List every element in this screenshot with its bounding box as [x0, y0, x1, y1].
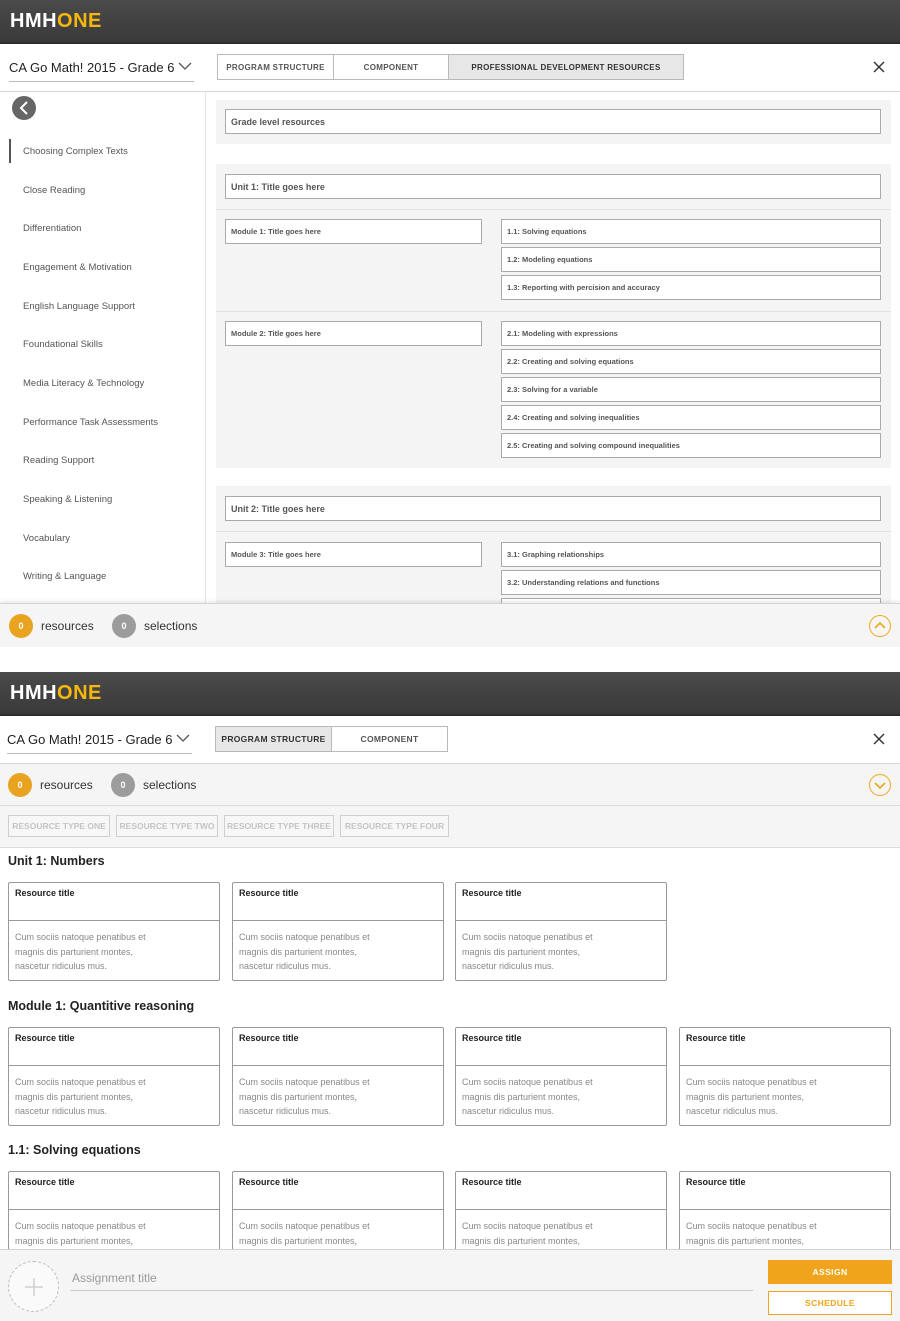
program-dropdown[interactable] — [7, 732, 192, 754]
chevron-down-icon — [874, 779, 886, 791]
resource-card[interactable] — [8, 882, 220, 981]
sidebar-item-engagement-motivation[interactable]: Engagement & Motivation — [23, 261, 132, 273]
tab-bar — [217, 54, 684, 80]
resources-count-badge: 0 — [8, 773, 32, 797]
program-dropdown-label: CA Go Math! 2015 - Grade 6 — [7, 732, 173, 747]
resource-description: Cum sociis natoque penatibus et magnis dis parturient montes, nascetur ridiculus mus. — [462, 1077, 593, 1116]
resource-list — [0, 848, 900, 1250]
screen-assignment-builder — [0, 672, 900, 1321]
resource-title: Resource title — [456, 1172, 666, 1210]
resource-description: Cum sociis natoque penatibus et magnis dis parturient montes, nascetur ridiculus mus. — [462, 932, 593, 971]
section-title-unit-1: Unit 1: Numbers — [8, 854, 105, 868]
chevron-down-icon — [178, 59, 192, 73]
resource-description: Cum sociis natoque penatibus et magnis dis parturient montes, nascetur ridiculus mus. — [239, 1077, 370, 1116]
resource-card[interactable] — [232, 1027, 444, 1126]
unit-2-title[interactable]: Unit 2: Title goes here — [225, 496, 881, 521]
selections-label: selections — [144, 619, 198, 633]
sidebar-item-writing-language[interactable]: Writing & Language — [23, 571, 107, 583]
resource-title: Resource title — [456, 1028, 666, 1066]
module-2-title[interactable]: Module 2: Title goes here — [225, 321, 482, 346]
grade-level-panel — [216, 100, 891, 144]
selections-count-badge: 0 — [112, 614, 136, 638]
section-title-module-1: Module 1: Quantitive reasoning — [8, 999, 195, 1013]
resources-counter[interactable] — [9, 614, 94, 638]
lesson-1-2[interactable]: 1.2: Modeling equations — [501, 247, 881, 272]
screen-professional-development — [0, 0, 900, 647]
tab-bar — [215, 726, 448, 752]
resource-title: Resource title — [233, 1172, 443, 1210]
expand-tray-button[interactable] — [869, 615, 891, 637]
sidebar-item-english-language-support[interactable]: English Language Support — [23, 300, 135, 312]
tab-professional-development[interactable]: PROFESSIONAL DEVELOPMENT RESOURCES — [449, 55, 683, 79]
resource-description: Cum sociis natoque penatibus et magnis dis parturient montes, — [239, 1221, 370, 1246]
lesson-3-2[interactable]: 3.2: Understanding relations and functions — [501, 570, 881, 595]
sidebar-item-media-literacy[interactable]: Media Literacy & Technology — [23, 377, 145, 389]
schedule-button[interactable]: SCHEDULE — [768, 1291, 892, 1315]
selections-count-badge: 0 — [111, 773, 135, 797]
lesson-2-5[interactable]: 2.5: Creating and solving compound inequalities — [501, 433, 881, 458]
resource-type-filters — [0, 806, 900, 848]
divider — [216, 311, 891, 312]
chevron-up-icon — [874, 620, 886, 632]
program-bar — [0, 44, 900, 92]
resource-description: Cum sociis natoque penatibus et magnis dis parturient montes, nascetur ridiculus mus. — [686, 1077, 817, 1116]
tab-program-structure[interactable]: PROGRAM STRUCTURE — [216, 727, 332, 751]
plus-icon — [24, 1277, 44, 1297]
app-header — [0, 672, 900, 716]
assignment-title-input[interactable] — [70, 1261, 753, 1291]
divider — [216, 209, 891, 210]
resources-label: resources — [41, 619, 94, 633]
resource-title: Resource title — [680, 1028, 890, 1066]
resource-card[interactable] — [232, 882, 444, 981]
program-dropdown-label: CA Go Math! 2015 - Grade 6 — [9, 60, 175, 75]
tab-component[interactable]: COMPONENT — [332, 727, 447, 751]
assign-button[interactable]: ASSIGN — [768, 1260, 892, 1284]
tab-program-structure[interactable]: PROGRAM STRUCTURE — [218, 55, 334, 79]
close-icon[interactable] — [872, 732, 886, 746]
resource-description: Cum sociis natoque penatibus et magnis dis parturient montes, nascetur ridiculus mus. — [15, 932, 146, 971]
selections-counter[interactable] — [111, 773, 196, 797]
resource-title: Resource title — [9, 1028, 219, 1066]
lesson-2-4[interactable]: 2.4: Creating and solving inequalities — [501, 405, 881, 430]
lesson-2-1[interactable]: 2.1: Modeling with expressions — [501, 321, 881, 346]
program-bar — [0, 716, 900, 764]
add-assignment-button[interactable] — [8, 1261, 59, 1312]
resources-counter[interactable] — [8, 773, 93, 797]
resource-title: Resource title — [9, 1172, 219, 1210]
lesson-2-3[interactable]: 2.3: Solving for a variable — [501, 377, 881, 402]
sidebar-item-reading-support[interactable]: Reading Support — [23, 455, 95, 467]
selections-label: selections — [143, 778, 197, 792]
lesson-1-1[interactable]: 1.1: Solving equations — [501, 219, 881, 244]
program-dropdown[interactable] — [9, 60, 194, 82]
sidebar-item-differentiation[interactable]: Differentiation — [23, 223, 82, 235]
resources-label: resources — [40, 778, 93, 792]
lesson-3-1[interactable]: 3.1: Graphing relationships — [501, 542, 881, 567]
unit-1-title[interactable]: Unit 1: Title goes here — [225, 174, 881, 199]
sidebar-item-performance-task[interactable]: Performance Task Assessments — [23, 416, 158, 428]
hmh-one-logo[interactable]: HMHONE — [10, 9, 102, 32]
resource-title: Resource title — [233, 1028, 443, 1066]
filter-resource-type-four[interactable]: RESOURCE TYPE FOUR — [340, 815, 449, 837]
resource-description: Cum sociis natoque penatibus et magnis dis parturient montes, — [15, 1221, 146, 1246]
grade-level-resources[interactable]: Grade level resources — [225, 109, 881, 134]
unit-1-panel — [216, 164, 891, 468]
collapse-tray-button[interactable] — [869, 774, 891, 796]
resource-browser — [0, 92, 900, 603]
filter-resource-type-one[interactable]: RESOURCE TYPE ONE — [8, 815, 110, 837]
module-3-title[interactable]: Module 3: Title goes here — [225, 542, 482, 567]
sidebar-item-close-reading[interactable]: Close Reading — [23, 184, 86, 196]
filter-resource-type-two[interactable]: RESOURCE TYPE TWO — [116, 815, 218, 837]
sidebar-item-foundational-skills[interactable]: Foundational Skills — [23, 339, 103, 351]
structure-content — [207, 92, 900, 603]
resource-card[interactable] — [8, 1027, 220, 1126]
resource-card[interactable] — [679, 1027, 891, 1126]
sidebar-item-vocabulary[interactable]: Vocabulary — [23, 532, 71, 544]
module-1-title[interactable]: Module 1: Title goes here — [225, 219, 482, 244]
divider — [216, 531, 891, 532]
chevron-left-icon — [18, 101, 30, 115]
resource-description: Cum sociis natoque penatibus et magnis dis parturient montes, — [462, 1221, 593, 1246]
close-icon[interactable] — [872, 60, 886, 74]
back-button[interactable] — [12, 96, 36, 120]
resources-count-badge: 0 — [9, 614, 33, 638]
resource-title: Resource title — [9, 883, 219, 921]
lesson-1-3[interactable]: 1.3: Reporting with percision and accuracy — [501, 275, 881, 300]
assignment-footer — [0, 1249, 900, 1321]
app-header — [0, 0, 900, 44]
tab-component[interactable]: COMPONENT — [334, 55, 449, 79]
selections-counter[interactable] — [112, 614, 197, 638]
resource-description: Cum sociis natoque penatibus et magnis dis parturient montes, nascetur ridiculus mus. — [239, 932, 370, 971]
resource-title: Resource title — [233, 883, 443, 921]
selection-footer — [0, 603, 900, 647]
resource-description: Cum sociis natoque penatibus et magnis dis parturient montes, — [686, 1221, 817, 1246]
filter-resource-type-three[interactable]: RESOURCE TYPE THREE — [224, 815, 334, 837]
screen-separator — [0, 647, 900, 672]
sidebar-list — [0, 132, 206, 596]
selection-tray-header — [0, 764, 900, 806]
sidebar — [0, 92, 206, 603]
resource-card[interactable] — [455, 882, 667, 981]
section-title-lesson-1-1: 1.1: Solving equations — [8, 1143, 141, 1157]
sidebar-item-speaking-listening[interactable]: Speaking & Listening — [23, 494, 113, 506]
lesson-2-2[interactable]: 2.2: Creating and solving equations — [501, 349, 881, 374]
resource-title: Resource title — [680, 1172, 890, 1210]
hmh-one-logo[interactable]: HMHONE — [10, 681, 102, 704]
resource-description: Cum sociis natoque penatibus et magnis dis parturient montes, nascetur ridiculus mus. — [15, 1077, 146, 1116]
resource-card[interactable] — [455, 1027, 667, 1126]
resource-title: Resource title — [456, 883, 666, 921]
chevron-down-icon — [176, 731, 190, 745]
sidebar-item-choosing-complex-texts[interactable]: Choosing Complex Texts — [0, 132, 206, 171]
